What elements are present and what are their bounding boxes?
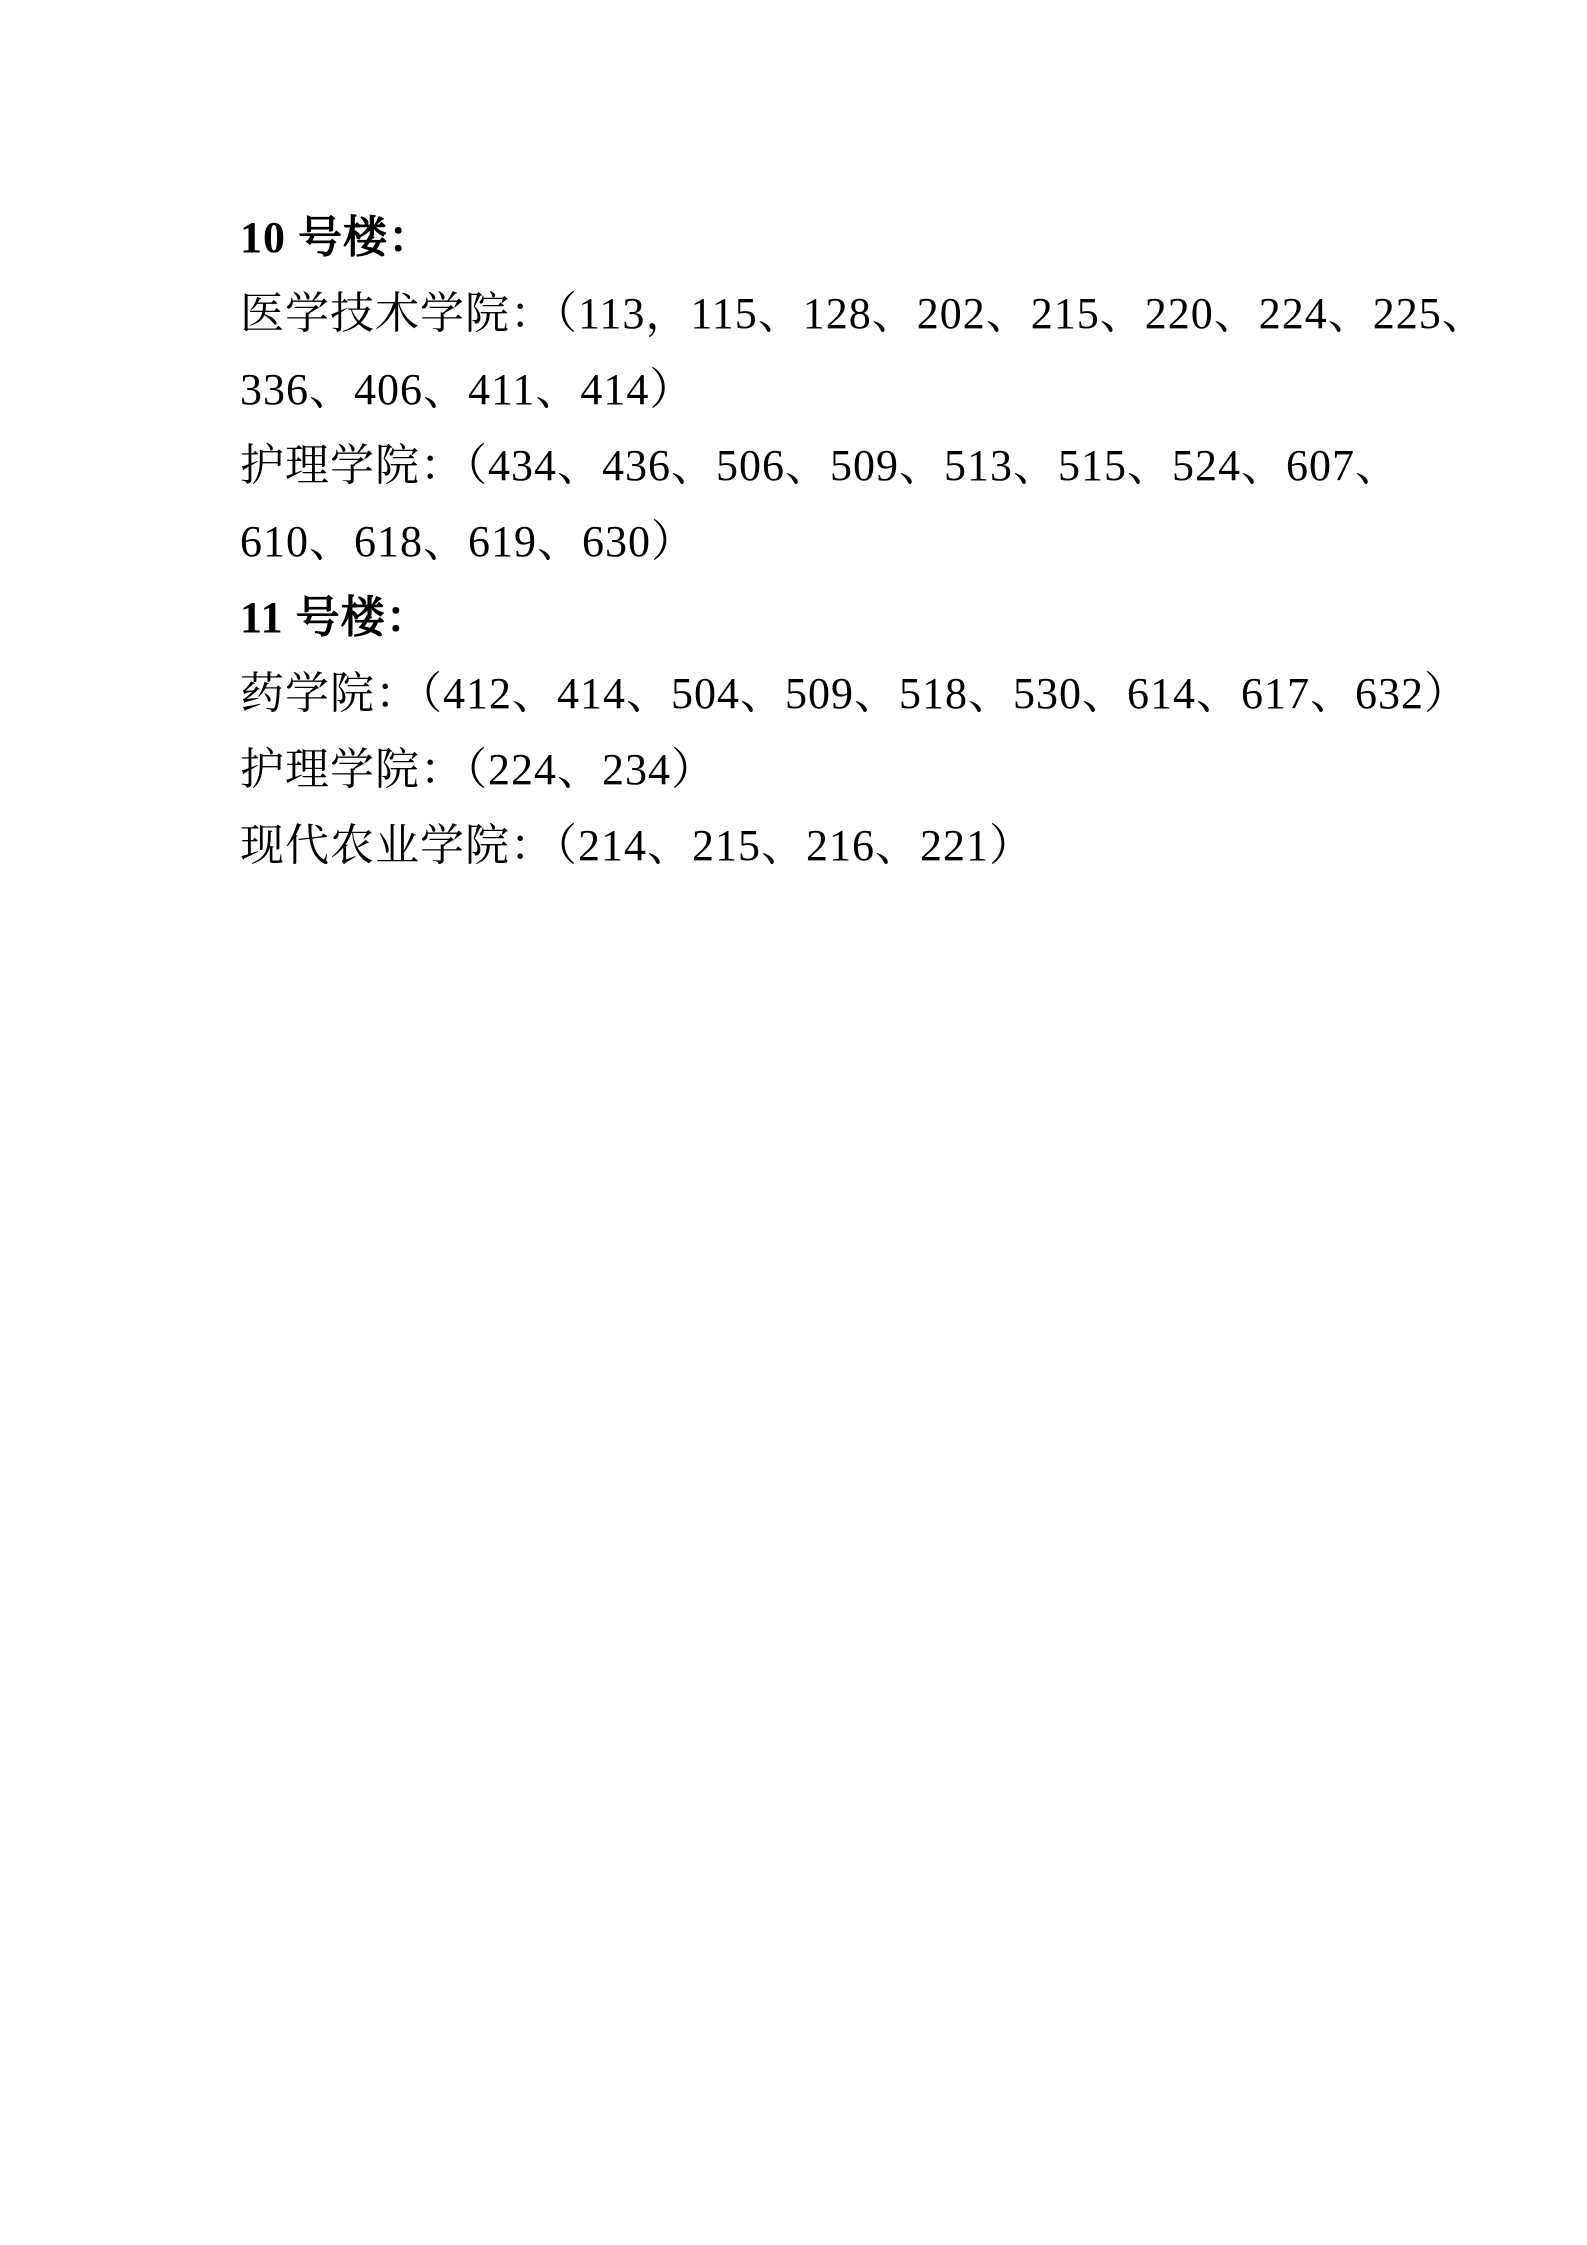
pharmacy-college-rooms: 药学院：（412、414、504、509、518、530、614、617、632） [240,669,1469,718]
medical-tech-college-rooms-line-1: 医学技术学院：（113，115、128、202、215、220、224、225、 [240,289,1487,338]
nursing-college-rooms-line-2: 610、618、619、630） [240,517,696,566]
document-content [240,200,1487,884]
nursing-college-rooms-b11: 护理学院：（224、234） [240,745,716,794]
building-10-header: 10 号楼： [240,213,433,262]
building-11-header: 11 号楼： [240,593,431,642]
medical-tech-college-rooms-line-2: 336、406、411、414） [240,365,695,414]
modern-agriculture-college-rooms: 现代农业学院：（214、215、216、221） [240,821,1034,870]
nursing-college-rooms-line-1: 护理学院：（434、436、506、509、513、515、524、607、 [240,441,1400,490]
